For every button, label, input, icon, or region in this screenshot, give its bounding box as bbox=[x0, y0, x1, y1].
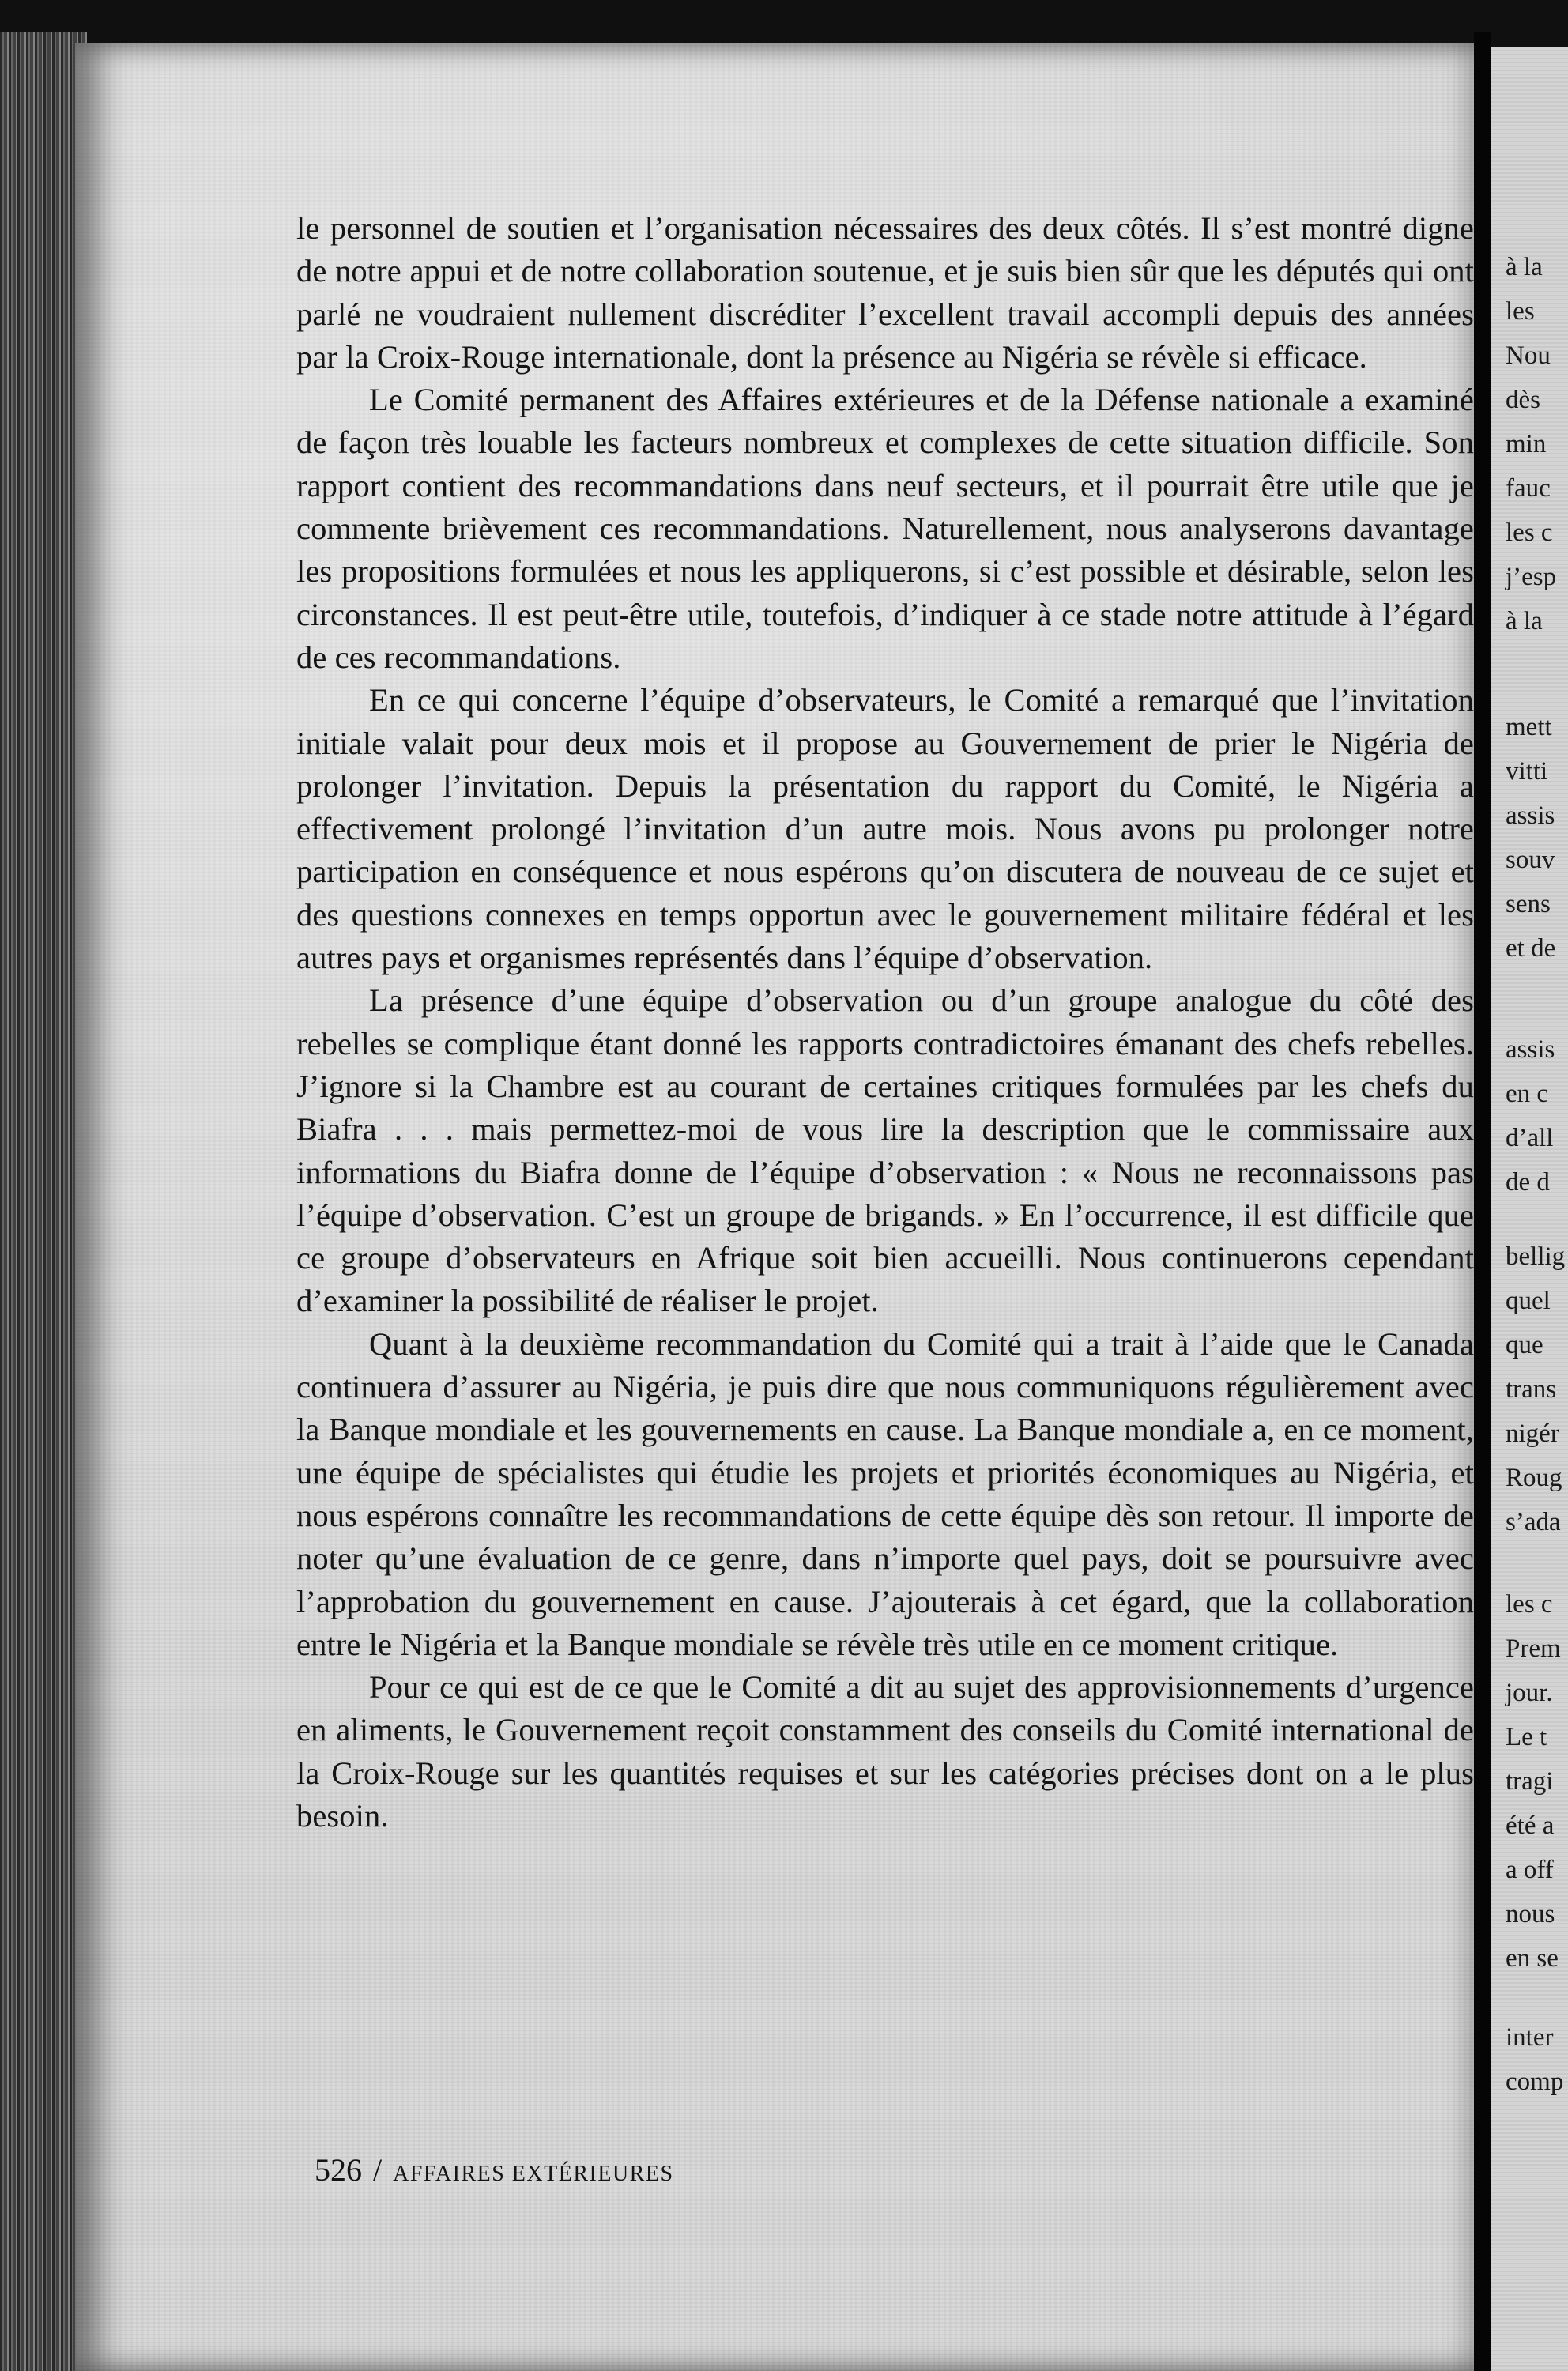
paragraph-6: Pour ce qui est de ce que le Comité a dit au sujet des approvisionnements d’urgence en aliments, le Gouvernement reçoit constamment des conseils du Comité international de la Croix-Rouge sur les quantités requises et sur les catégories précises dont on a le plus besoin. bbox=[296, 1669, 1474, 1834]
adjacent-page-fragment: à la bbox=[1506, 607, 1543, 635]
adjacent-page-fragment: a off bbox=[1506, 1856, 1554, 1884]
adjacent-page-fragment: inter bbox=[1506, 2023, 1554, 2052]
page-gutter bbox=[1474, 32, 1491, 2371]
adjacent-page-fragment: en se bbox=[1506, 1944, 1559, 1973]
adjacent-page-fragment: les bbox=[1506, 297, 1535, 326]
adjacent-page-fragment: trans bbox=[1506, 1375, 1557, 1404]
paragraph-4: La présence d’une équipe d’observation ou d’un groupe analogue du côté des rebelles se complique étant donné les rapports contradictoires émanant des chefs rebelles. J’ignore si la Chambre est au courant de certaines critiques formulées par les chefs du Biafra . . . mais permettez-moi de vous lire la description que le commissaire aux informations du Biafra donne de l’équipe d’observation : « Nous ne reconnaissons pas l’équipe d’observation. C’est un groupe de brigands. » En l’occurrence, il est difficile que ce groupe d’observateurs en Afrique soit bien accueilli. Nous continuerons cependant d’examiner la possibilité de réaliser le projet. bbox=[296, 982, 1474, 1319]
adjacent-page-fragment: fauc bbox=[1506, 474, 1551, 503]
adjacent-page-fragment: s’ada bbox=[1506, 1508, 1561, 1536]
footer-separator: / bbox=[373, 2152, 383, 2188]
adjacent-page-fragment: de d bbox=[1506, 1168, 1550, 1197]
paragraph-2: Le Comité permanent des Affaires extérieures et de la Défense nationale a examiné de façon très louable les facteurs nombreux et complexes de cette situation difficile. Son rapport contient des recommandations dans neuf secteurs, et il pourrait être utile que je commente brièvement ces recommandations. Naturellement, nous analyserons davantage les propositions formulées et nous les appliquerons, si c’est possible et désirable, selon les circonstances. Il est peut-être utile, toutefois, d’indiquer à ce stade notre attitude à l’égard de ces recommandations. bbox=[296, 382, 1474, 675]
adjacent-page-fragment: été a bbox=[1506, 1811, 1555, 1840]
adjacent-page-fragment: les c bbox=[1506, 1590, 1553, 1619]
adjacent-page-fragment: Le t bbox=[1506, 1723, 1547, 1751]
adjacent-page-fragment: comp bbox=[1506, 2068, 1564, 2096]
adjacent-page-fragment: Roug bbox=[1506, 1464, 1562, 1492]
adjacent-page-fragment: assis bbox=[1506, 1035, 1555, 1064]
running-title: AFFAIRES EXTÉRIEURES bbox=[393, 2162, 674, 2186]
adjacent-page-fragment: dès bbox=[1506, 386, 1540, 414]
paragraph-3: En ce qui concerne l’équipe d’observateurs, le Comité a remarqué que l’invitation initiale valait pour deux mois et il propose au Gouvernement de prier le Nigéria de prolonger l’invitation. Depuis la présentation du rapport du Comité, le Nigéria a effectivement prolongé l’invitation d’un autre mois. Nous avons pu prolonger notre participation en conséquence et nous espérons qu’on discutera de nouveau de ce sujet et des questions connexes en temps opportun avec le gouvernement militaire fédéral et les autres pays et organismes représentés dans l’équipe d’observation. bbox=[296, 682, 1474, 976]
adjacent-page-fragment: nous bbox=[1506, 1900, 1555, 1928]
adjacent-page-fragment: sens bbox=[1506, 890, 1551, 918]
adjacent-page-fragment: tragi bbox=[1506, 1767, 1554, 1796]
adjacent-page-fragment: souv bbox=[1506, 846, 1555, 874]
adjacent-page-fragment: en c bbox=[1506, 1080, 1549, 1108]
adjacent-page-fragment: quel bbox=[1506, 1287, 1551, 1315]
adjacent-page-fragment: que bbox=[1506, 1331, 1544, 1359]
adjacent-page-fragment: d’all bbox=[1506, 1124, 1554, 1152]
adjacent-page-fragment: à la bbox=[1506, 253, 1543, 281]
paragraph-5: Quant à la deuxième recommandation du Comité qui a trait à l’aide que le Canada continuera d’assurer au Nigéria, je puis dire que nous communiquons régulièrement avec la Banque mondiale et les gouvernements en cause. La Banque mondiale a, en ce moment, une équipe de spécialistes qui étudie les projets et priorités économiques au Nigéria, et nous espérons connaître les recommandations de cette équipe dès son retour. Il importe de noter qu’une évaluation de ce genre, dans n’importe quel pays, doit se poursuivre avec l’approbation du gouvernement en cause. J’ajouterais à cet égard, que la collaboration entre le Nigéria et la Banque mondiale se révèle très utile en ce moment critique. bbox=[296, 1325, 1474, 1662]
adjacent-page-fragment: et de bbox=[1506, 934, 1556, 963]
adjacent-page-fragment: Prem bbox=[1506, 1634, 1561, 1663]
body-text bbox=[296, 207, 1474, 1838]
adjacent-page-edge bbox=[1491, 47, 1568, 2371]
page-footer bbox=[315, 2151, 674, 2188]
adjacent-page-fragment: assis bbox=[1506, 801, 1555, 830]
adjacent-page-fragment: j’esp bbox=[1506, 563, 1557, 591]
adjacent-page-fragment: nigér bbox=[1506, 1419, 1559, 1448]
adjacent-page-fragment: mett bbox=[1506, 713, 1552, 741]
adjacent-page-fragment: jour. bbox=[1506, 1679, 1553, 1707]
paragraph-1: le personnel de soutien et l’organisation nécessaires des deux côtés. Il s’est montré digne de notre appui et de notre collaboration soutenue, et je suis bien sûr que les députés qui ont parlé ne voudraient nullement discréditer l’excellent travail accompli depuis des années par la Croix-Rouge internationale, dont la présence au Nigéria se révèle si efficace. bbox=[296, 210, 1474, 375]
book-binding-edge bbox=[0, 32, 87, 2371]
adjacent-page-fragment: Nou bbox=[1506, 341, 1551, 370]
adjacent-page-fragment: bellig bbox=[1506, 1242, 1566, 1271]
page-number: 526 bbox=[315, 2152, 362, 2188]
adjacent-page-fragment: les c bbox=[1506, 518, 1553, 547]
adjacent-page-fragment: min bbox=[1506, 430, 1547, 458]
adjacent-page-fragment: vitti bbox=[1506, 757, 1548, 786]
